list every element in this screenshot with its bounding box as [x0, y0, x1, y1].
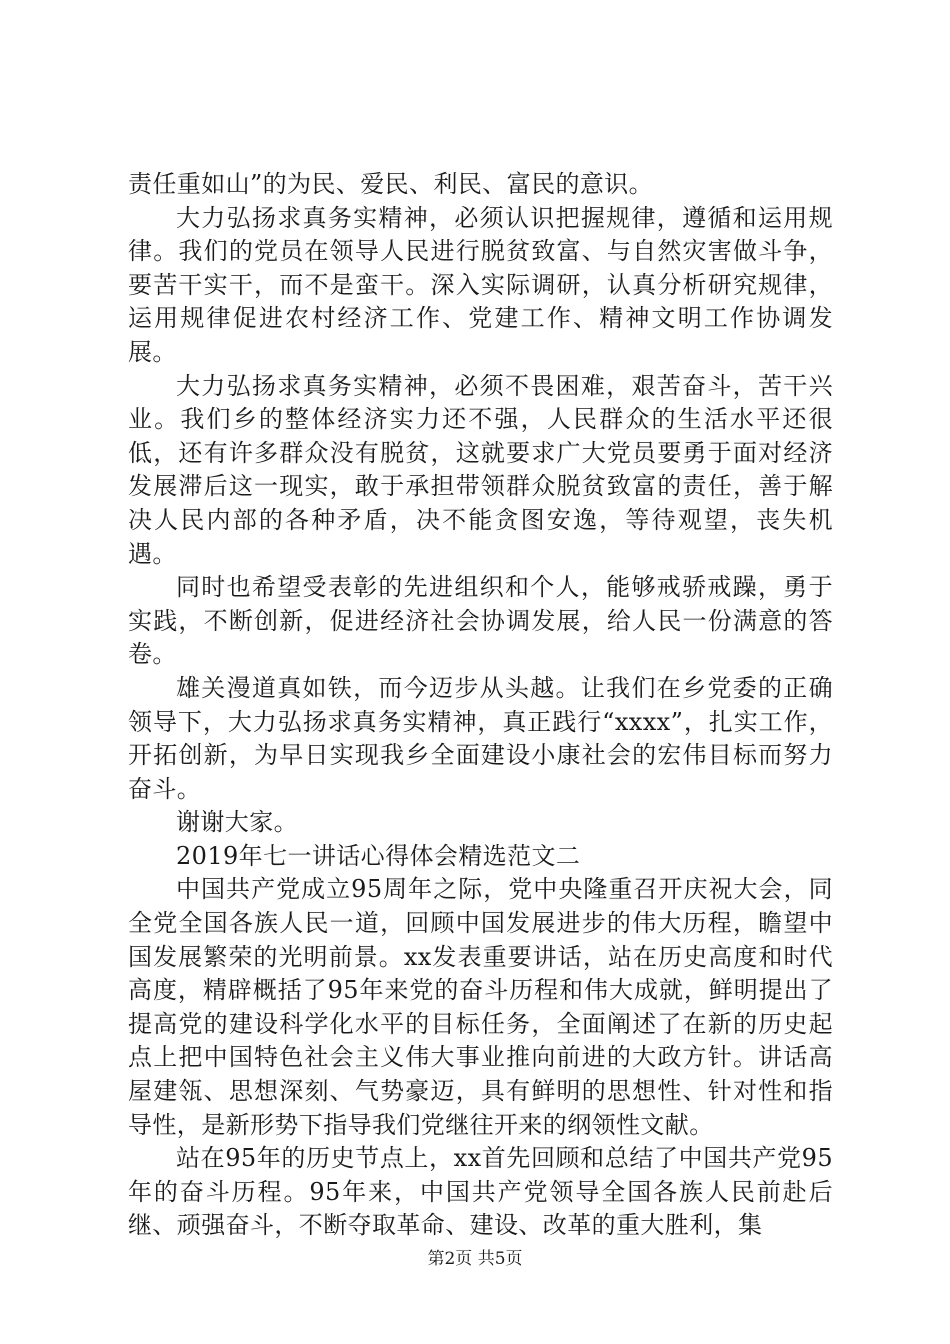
paragraph: 同时也希望受表彰的先进组织和个人，能够戒骄戒躁，勇于实践，不断创新，促进经济社会协调发展，给人民一份满意的答卷。 [128, 573, 833, 669]
paragraph: 大力弘扬求真务实精神，必须认识把握规律，遵循和运用规律。我们的党员在领导人民进行脱贫致富、与自然灾害做斗争，要苦干实干，而不是蛮干。深入实际调研，认真分析研究规律，运用规律促进农村经济工作、党建工作、精神文明工作协调发展。 [128, 203, 833, 366]
section-heading: 2019年七一讲话心得体会精选范文二 [176, 841, 581, 870]
paragraph: 责任重如山”的为民、爱民、利民、富民的意识。 [128, 170, 654, 198]
paragraph: 谢谢大家。 [176, 808, 298, 837]
document-body [128, 168, 833, 1243]
paragraph: 大力弘扬求真务实精神，必须不畏困难，艰苦奋斗，苦干兴业。我们乡的整体经济实力还不强，人民群众的生活水平还很低，还有许多群众没有脱贫，这就要求广大党员要勇于面对经济发展滞后这一现实，敢于承担带领群众脱贫致富的责任，善于解决人民内部的各种矛盾，决不能贪图安逸，等待观望，丧失机遇。 [128, 371, 833, 568]
paragraph: 雄关漫道真如铁，而今迈步从头越。让我们在乡党委的正确领导下，大力弘扬求真务实精神，真正践行“xxxx”，扎实工作，开拓创新，为早日实现我乡全面建设小康社会的宏伟目标而努力奋斗。 [128, 673, 833, 803]
paragraph: 中国共产党成立95周年之际，党中央隆重召开庆祝大会，同全党全国各族人民一道，回顾中国发展进步的伟大历程，瞻望中国发展繁荣的光明前景。xx发表重要讲话，站在历史高度和时代高度，精辟概括了95年来党的奋斗历程和伟大成就，鲜明提出了提高党的建设科学化水平的目标任务，全面阐述了在新的历史起点上把中国特色社会主义伟大事业推向前进的大政方针。讲话高屋建瓴、思想深刻、气势豪迈，具有鲜明的思想性、针对性和指导性，是新形势下指导我们党继往开来的纲领性文献。 [128, 875, 833, 1139]
paragraph: 站在95年的历史节点上，xx首先回顾和总结了中国共产党95年的奋斗历程。95年来，中国共产党领导全国各族人民前赴后继、顽强奋斗，不断夺取革命、建设、改革的重大胜利，集 [128, 1144, 833, 1240]
page-footer: 第2页 共5页 [427, 1249, 523, 1269]
